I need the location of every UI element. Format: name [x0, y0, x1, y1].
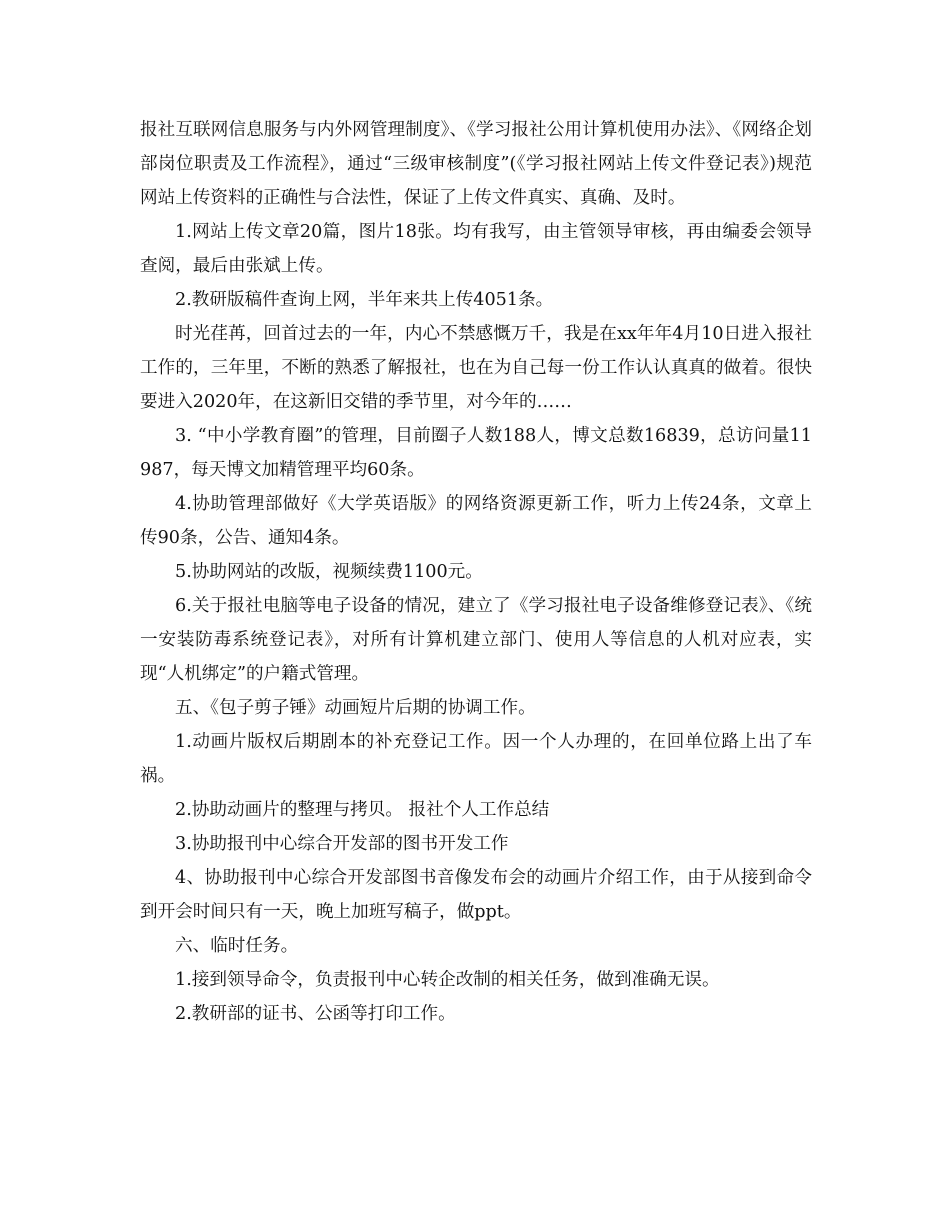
paragraph: 3. “中小学教育圈”的管理，目前圈子人数188人，博文总数16839，总访问量11987，每天博文加精管理平均60条。 [140, 426, 812, 480]
section-heading: 六、临时任务。 [175, 936, 299, 956]
paragraph: 1.接到领导命令，负责报刊中心转企改制的相关任务，做到准确无误。 [175, 970, 720, 990]
paragraph: 报社互联网信息服务与内外网管理制度》、《学习报社公用计算机使用办法》、《网络企划部岗位职责及工作流程》，通过“三级审核制度”(《学习报社网站上传文件登记表》)规范网站上传资料的正确性与合法性，保证了上传文件真实、真确、及时。 [140, 120, 812, 208]
paragraph: 2.教研部的证书、公函等打印工作。 [175, 1004, 456, 1024]
paragraph: 4.协助管理部做好《大学英语版》的网络资源更新工作，听力上传24条，文章上传90条，公告、通知4条。 [140, 494, 812, 548]
paragraph: 时光荏苒，回首过去的一年，内心不禁感慨万千，我是在xx年年4月10日进入报社工作的，三年里，不断的熟悉了解报社，也在为自己每一份工作认认真真的做着。很快要进入2020年，在这新旧交错的季节里，对今年的…… [140, 324, 812, 412]
paragraph: 3.协助报刊中心综合开发部的图书开发工作 [175, 834, 509, 854]
document-body [140, 113, 812, 1031]
paragraph: 1.网站上传文章20篇，图片18张。均有我写，由主管领导审核，再由编委会领导查阅，最后由张斌上传。 [140, 222, 812, 276]
paragraph: 4、协助报刊中心综合开发部图书音像发布会的动画片介绍工作，由于从接到命令到开会时间只有一天，晚上加班写稿子，做ppt。 [140, 868, 812, 922]
paragraph: 2.教研版稿件查询上网，半年来共上传4051条。 [175, 290, 554, 310]
paragraph: 2.协助动画片的整理与拷贝。 报社个人工作总结 [175, 800, 550, 820]
paragraph: 6.关于报社电脑等电子设备的情况，建立了《学习报社电子设备维修登记表》、《统一安装防毒系统登记表》，对所有计算机建立部门、使用人等信息的人机对应表，实现“人机绑定”的户籍式管理。 [140, 596, 812, 684]
paragraph: 5.协助网站的改版，视频续费1100元。 [175, 562, 483, 582]
section-heading: 五、《包子剪子锤》动画短片后期的协调工作。 [175, 698, 536, 718]
paragraph: 1.动画片版权后期剧本的补充登记工作。因一个人办理的，在回单位路上出了车祸。 [140, 732, 812, 786]
